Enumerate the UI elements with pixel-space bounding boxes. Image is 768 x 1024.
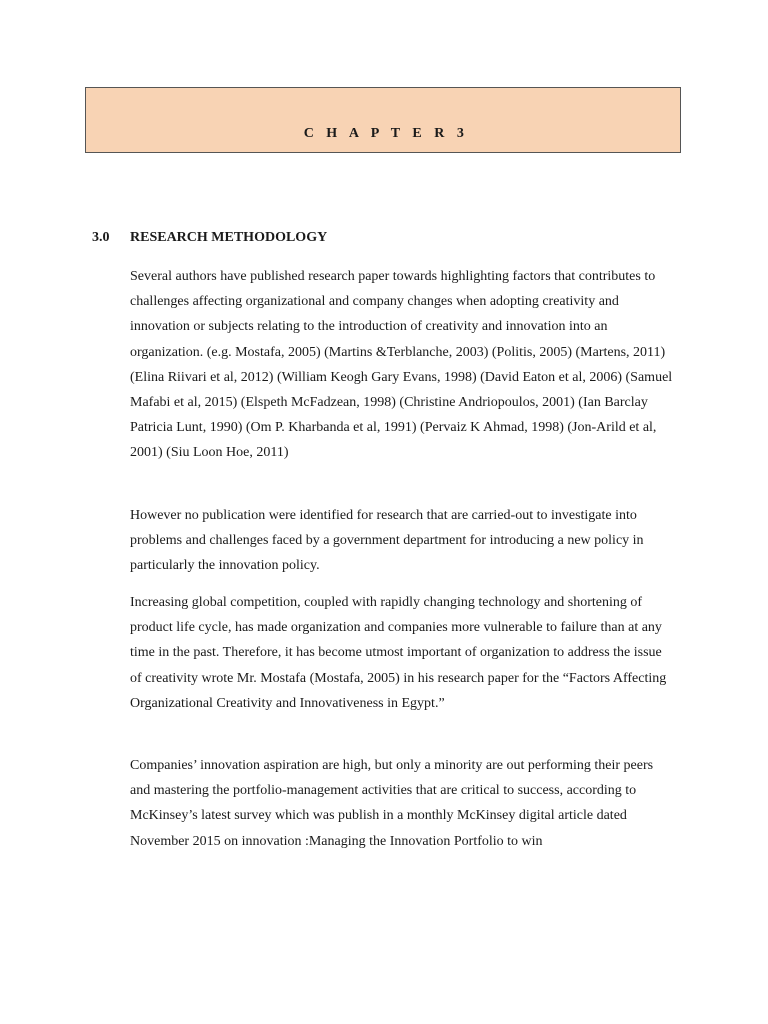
section-number: 3.0 (92, 230, 110, 245)
chapter-title: C H A P T E R 3 (303, 126, 469, 141)
paragraph-research-gap: However no publication were identified for research that are carried-out to investigate into problems and challenges faced by a government department for introducing a new policy in particularly the innovation policy. (130, 508, 644, 574)
section-heading (92, 230, 327, 246)
paragraph-mckinsey-survey: Companies’ innovation aspiration are high, but only a minority are out performing their peers and mastering the portfolio-management activities that are critical to success, according to McKinsey’s latest survey which was publish in a monthly McKinsey digital article dated November 2015 on innovation :Managing the Innovation Portfolio to win (130, 758, 654, 849)
chapter-banner (85, 87, 681, 153)
paragraph-literature-review: Several authors have published research paper towards highlighting factors that contributes to challenges affecting organizational and company changes when adopting creativity and innovation or subjects relating to the introduction of creativity and innovation into an organization. (e.g. Mostafa, 2005) (Martins &Terblanche, 2003) (Politis, 2005) (Martens, 2011) (Elina Riivari et al, 2012) (William Keogh Gary Evans, 1998) (David Eaton et al, 2006) (Samuel Mafabi et al, 2015) (Elspeth McFadzean, 1998) (Christine Andriopoulos, 2001) (Ian Barclay Patricia Lunt, 1990) (Om P. Kharbanda et al, 1991) (Pervaiz K Ahmad, 1998) (Jon-Arild et al, 2001) (Siu Loon Hoe, 2011) (130, 269, 673, 461)
paragraph-global-competition: Increasing global competition, coupled with rapidly changing technology and shortening of product life cycle, has made organization and companies more vulnerable to failure than at any time in the past. Therefore, it has become utmost important of organization to address the issue of creativity wrote Mr. Mostafa (Mostafa, 2005) in his research paper for the “Factors Affecting Organizational Creativity and Innovativeness in Egypt.” (130, 595, 667, 711)
section-title: RESEARCH METHODOLOGY (130, 230, 328, 245)
